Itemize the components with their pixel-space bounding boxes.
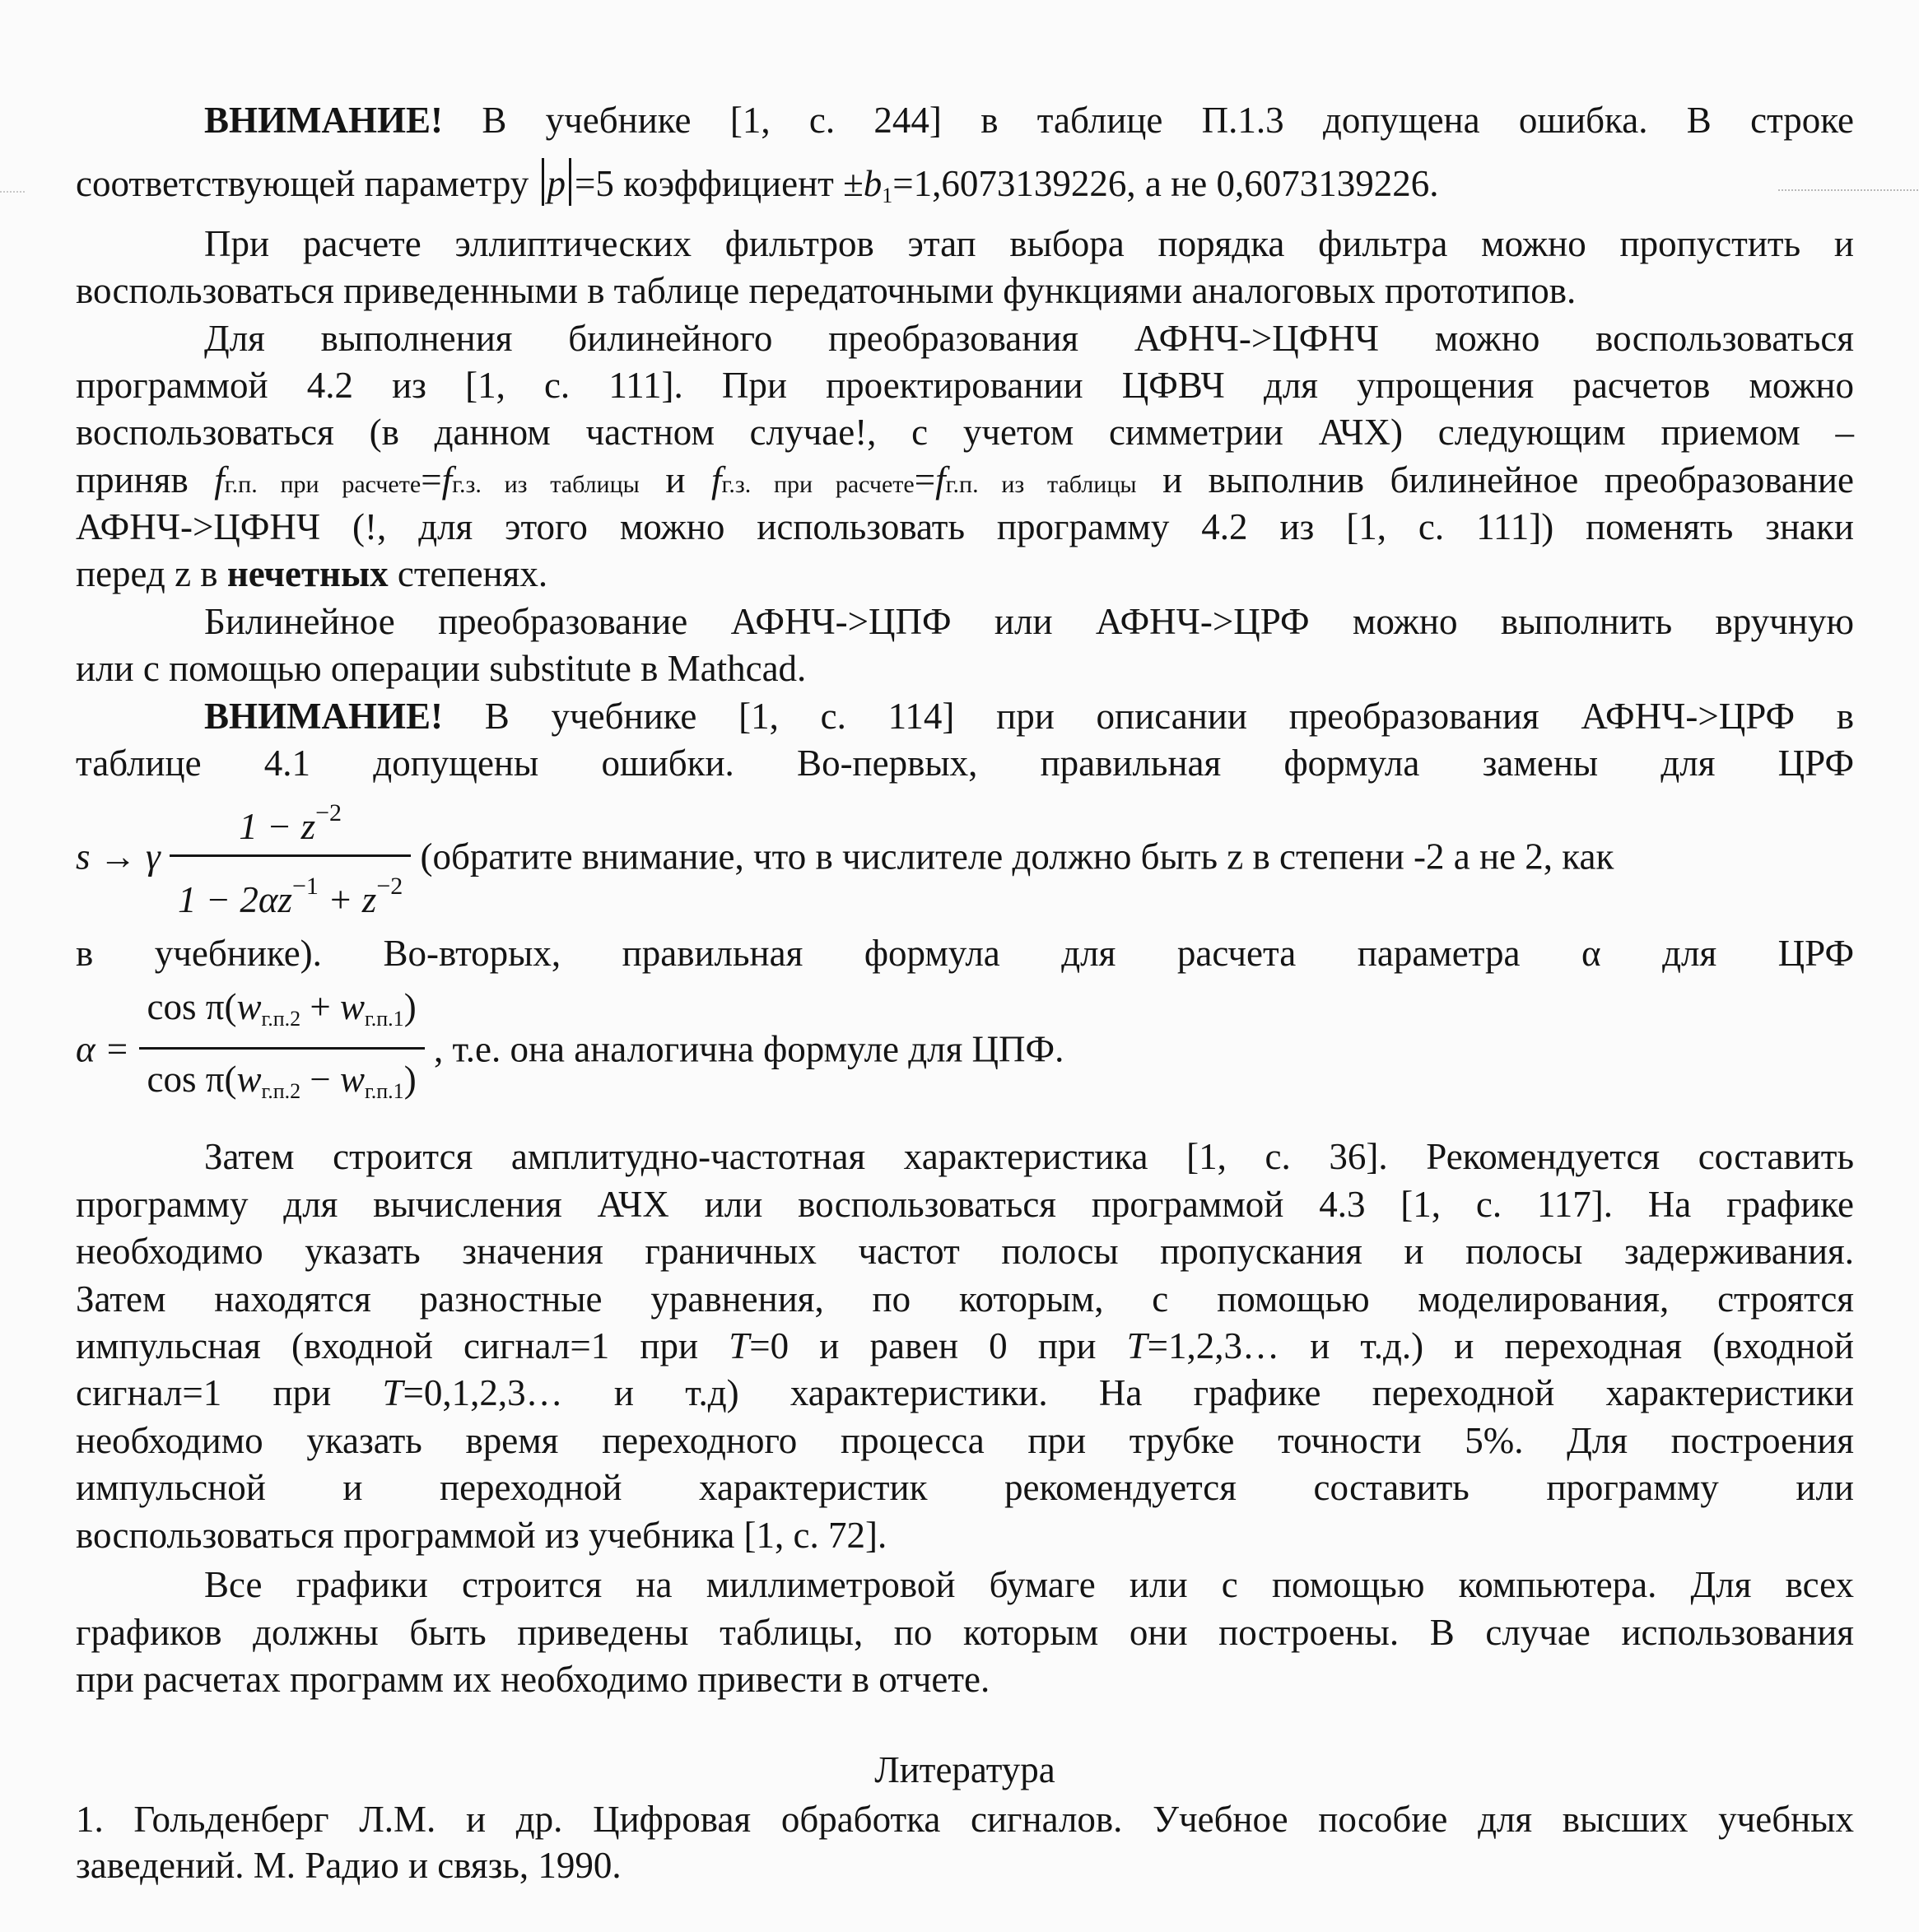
paragraph-warning-1-line2: соответствующей параметру p =5 коэффициент $\pm b_1=1,6073139226$, а не 0,6073139226. [76, 158, 1854, 219]
paragraph-bilinear-line2: программой 4.2 из [1, с. 111]. При проектировании ЦФВЧ для упрощения расчетов можно [76, 365, 1854, 406]
paragraph-warning-2-line2: таблице 4.1 допущены ошибки. Во-первых, правильная формула замены для ЦРФ [76, 743, 1854, 784]
paragraph-substitute-line2: или с помощью операции substitute в Mathcad. [76, 648, 807, 689]
paragraph-bilinear-line5: АФНЧ->ЦФНЧ (!, для этого можно использовать программу 4.2 из [1, с. 111]) поменять знаки [76, 506, 1854, 547]
paragraph-afc-line2: программу для вычисления АЧХ или воспользоваться программой 4.3 [1, с. 117]. На графике [76, 1184, 1854, 1225]
formula-brf-substitution: s → γ $\frac{1 - z^{-2}}{1 - 2\alpha z^{-1} + z^{-2}}$ (обратите внимание, что в числителе должно быть z в степени -2 а не 2, как [76, 790, 1854, 923]
reference-item-1-line1: 1. Гольденберг Л.М. и др. Цифровая обработка сигналов. Учебное пособие для высших учебных [76, 1799, 1854, 1840]
formula-fraction: $\frac{1 - z^{-2}}{1 - 2\alpha z^{-1} + z^{-2}}$ [170, 790, 411, 923]
paragraph-afc-line1: Затем строится амплитудно-частотная характеристика [1, с. 36]. Рекомендуется составить [204, 1136, 1854, 1177]
warning-label: ВНИМАНИЕ! [204, 696, 443, 737]
formula-alpha: α = $\frac{\cos \pi(w_{г.п.2} + w_{г.п.1})}{\cos \pi(w_{г.п.2} - w_{г.п.1})}$ , т.е. она аналогична формуле для ЦПФ. [76, 984, 1064, 1115]
formula-fraction: $\frac{\cos \pi(w_{г.п.2} + w_{г.п.1})}{\cos \pi(w_{г.п.2} - w_{г.п.1})}$ [139, 984, 425, 1115]
paragraph-elliptic-line1: При расчете эллиптических фильтров этап выбора порядка фильтра можно пропустить и [204, 223, 1854, 264]
paragraph-bilinear-line1: Для выполнения билинейного преобразования АФНЧ->ЦФНЧ можно воспользоваться [204, 318, 1854, 359]
paragraph-warning-2-line4: в учебнике). Во-вторых, правильная формула для расчета параметра α для ЦРФ [76, 933, 1854, 974]
reference-item-1-line2: заведений. М. Радио и связь, 1990. [76, 1845, 622, 1886]
paragraph-afc-line3: необходимо указать значения граничных частот полосы пропускания и полосы задерживания. [76, 1231, 1854, 1272]
paragraph-substitute-line1: Билинейное преобразование АФНЧ->ЦПФ или АФНЧ->ЦРФ можно выполнить вручную [204, 601, 1854, 642]
scan-artifact [0, 191, 25, 193]
paragraph-warning-1: ВНИМАНИЕ! В учебнике [1, с. 244] в таблице П.1.3 допущена ошибка. В строке [204, 100, 1854, 141]
paragraph-graphs-line1: Все графики строится на миллиметровой бумаге или с помощью компьютера. Для всех [204, 1564, 1854, 1605]
paragraph-graphs-line3: при расчетах программ их необходимо привести в отчете. [76, 1659, 990, 1700]
paragraph-warning-2-line1: ВНИМАНИЕ! В учебнике [1, с. 114] при описании преобразования АФНЧ->ЦРФ в [204, 696, 1854, 737]
paragraph-afc-line4: Затем находятся разностные уравнения, по которым, с помощью моделирования, строятся [76, 1278, 1854, 1320]
paragraph-bilinear-line3: воспользоваться (в данном частном случае!, с учетом симметрии АЧХ) следующим приемом – [76, 412, 1854, 453]
paragraph-afc-line5: импульсная (входной сигнал=1 при T=0 и равен 0 при T=1,2,3… и т.д.) и переходная (входной [76, 1325, 1854, 1366]
paragraph-afc-line7: необходимо указать время переходного процесса при трубке точности 5%. Для построения [76, 1420, 1854, 1461]
paragraph-elliptic-line2: воспользоваться приведенными в таблице передаточными функциями аналоговых прототипов. [76, 270, 1577, 311]
references-heading: Литература [874, 1749, 1055, 1790]
paragraph-bilinear-line4: приняв fг.п. при расчете=fг.з. из таблицы и fг.з. при расчете=fг.п. из таблицы и выполнив билинейное преобразование [76, 459, 1854, 500]
paragraph-afc-line9: воспользоваться программой из учебника [1, с. 72]. [76, 1515, 887, 1556]
paragraph-bilinear-line6: перед z в нечетных степенях. [76, 553, 548, 594]
paragraph-afc-line6: сигнал=1 при T=0,1,2,3… и т.д) характеристики. На графике переходной характеристики [76, 1372, 1854, 1413]
paragraph-graphs-line2: графиков должны быть приведены таблицы, по которым они построены. В случае использования [76, 1612, 1854, 1653]
paragraph-afc-line8: импульсной и переходной характеристик рекомендуется составить программу или [76, 1467, 1854, 1508]
warning-label: ВНИМАНИЕ! [204, 100, 443, 141]
